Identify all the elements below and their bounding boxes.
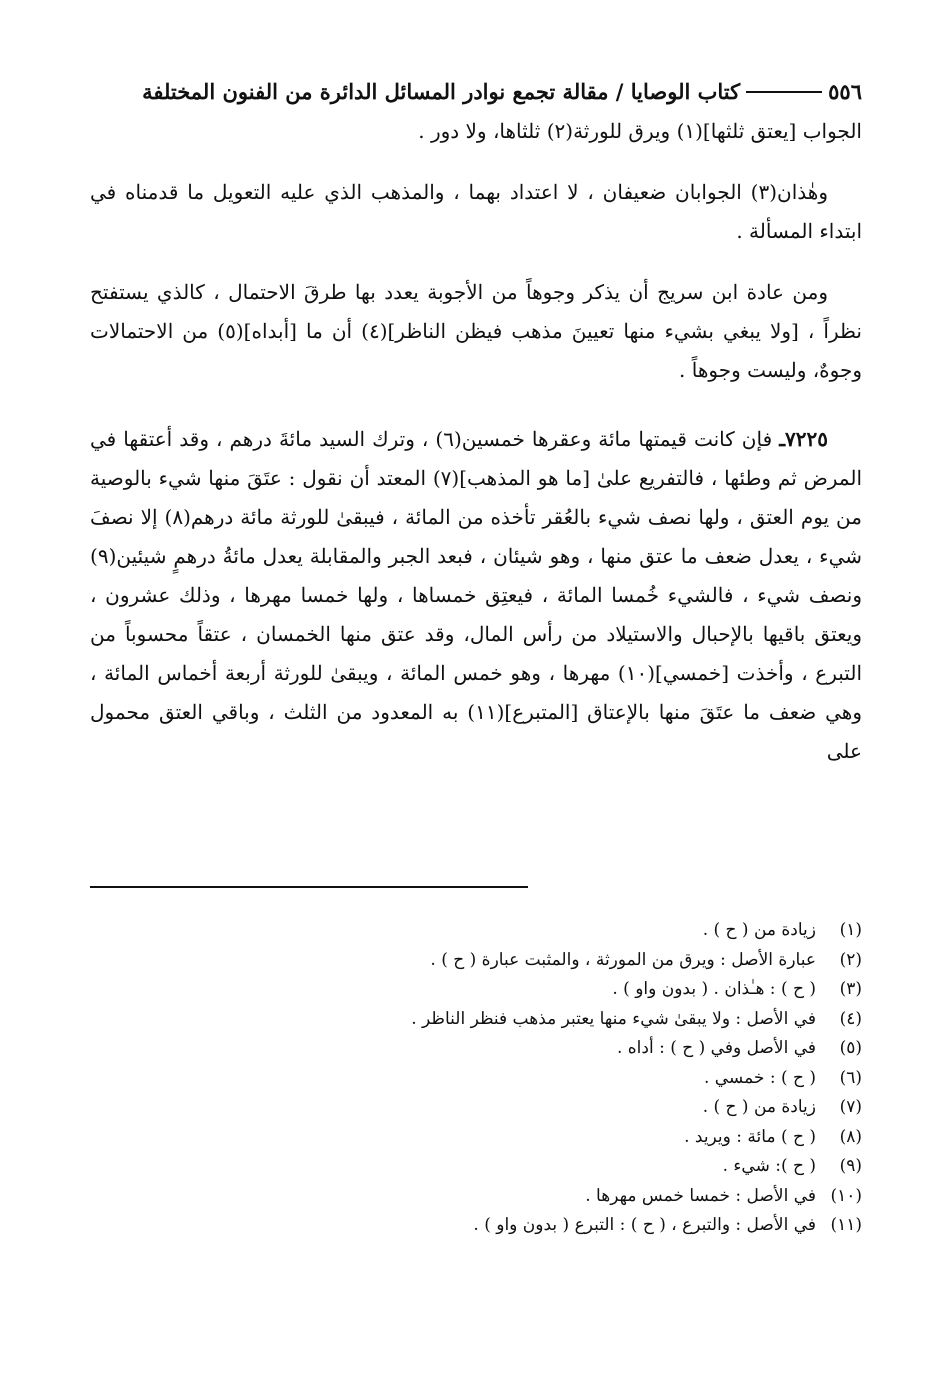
footnote-number: (٧) xyxy=(839,1097,862,1117)
footnote-number: (١١) xyxy=(830,1215,862,1235)
page-number: ٥٥٦ xyxy=(828,79,862,104)
paragraph-3: ومن عادة ابن سريج أن يذكر وجوهاً من الأجوبة يعدد بها طرقَ الاحتمال ، كالذي يستفتح نظراً ، [ولا يبغي بشيء منها تعيينَ مذهب فيظن الناظر](٤) أن ما [أبداه](٥) من الاحتمالات وجوهٌ، وليست وجوهاً . xyxy=(90,280,862,382)
paragraph-7225 xyxy=(90,420,862,771)
footnote-text: في الأصل : خمسا خمس مهرها . xyxy=(585,1185,816,1206)
page xyxy=(90,72,862,1372)
footnote-text: ( ح ) مائة : ويريد . xyxy=(684,1126,816,1147)
footnote-number: (٨) xyxy=(839,1126,862,1147)
footnote-number: (٤) xyxy=(839,1008,862,1029)
header-rule xyxy=(746,91,822,93)
footnote-text: ( ح ): شيء . xyxy=(722,1156,816,1176)
footnote-text: ( ح ) : هـٰذان . ( بدون واو ) . xyxy=(612,979,816,999)
footnote-item xyxy=(90,916,862,946)
paragraph-7225-text: فإن كانت قيمتها مائة وعقرها خمسين(٦) ، وترك السيد مائةَ درهم ، وقد أعتقها في المرض ثم وطئها ، فالتفريع علىٰ [ما هو المذهب](٧) المعتد أن نقول : عتَقَ منها شيء بالوصية من يوم العتق ، ولها نصف شيء بالعُقر تأخذه من المائة ، فيبقىٰ للورثة مائة درهم(٨) إلا نصفَ شيء ، يعدل ضعف ما عتق منها ، وهو شيئان ، فبعد الجبر والمقابلة يعدل مائةُ درهمٍ شيئين(٩) ونصف شيء ، فالشيء خُمسا المائة ، فيعتِق خمساها ، ولها خمسا مهرها ، وذلك عشرون ، ويعتق باقيها بالإحبال والاستيلاد من رأس المال، وقد عتق منها الخمسان ، عتقاً محسوباً من التبرع ، وأخذت [خمسي](١٠) مهرها ، وهو خمس المائة ، ويبقىٰ للورثة أربعة أخماس المائة ، وهي ضعف ما عتَقَ منها بالإعتاق [المتبرع](١١) به المعدود من الثلث ، وباقي العتق محمول على xyxy=(90,427,863,763)
footnote-item xyxy=(90,1064,862,1094)
footnote-text: في الأصل : والتبرع ، ( ح ) : التبرع ( بدون واو ) . xyxy=(473,1215,816,1235)
paragraph-1: الجواب [يعتق ثلثها](١) ويرق للورثة(٢) ثلثاها، ولا دور . xyxy=(418,119,862,143)
main-text xyxy=(90,112,862,771)
footnote-item xyxy=(90,1182,862,1212)
footnote-item xyxy=(90,1093,862,1123)
footnote-separator xyxy=(90,886,528,888)
running-title: كتاب الوصايا / مقالة تجمع نوادر المسائل الدائرة من الفنون المختلفة xyxy=(142,79,741,104)
footnote-item xyxy=(90,1034,862,1064)
footnote-item xyxy=(90,946,862,976)
footnote-text: عبارة الأصل : ويرق من المورثة ، والمثبت عبارة ( ح ) . xyxy=(430,949,816,970)
footnote-number: (٣) xyxy=(839,979,862,999)
footnote-number: (١٠) xyxy=(830,1185,862,1206)
issue-number: ٧٢٢٥ـ xyxy=(779,427,829,451)
footnote-item xyxy=(90,1005,862,1035)
footnote-text: زيادة من ( ح ) . xyxy=(702,1097,816,1117)
footnote-number: (٥) xyxy=(839,1038,862,1058)
footnote-number: (١) xyxy=(839,920,862,940)
footnote-item xyxy=(90,1152,862,1182)
footnote-item xyxy=(90,1123,862,1153)
footnotes xyxy=(90,916,862,1241)
footnote-item xyxy=(90,1211,862,1241)
paragraph-2: وهٰذان(٣) الجوابان ضعيفان ، لا اعتداد بهما ، والمذهب الذي عليه التعويل ما قدمناه في ابتداء المسألة . xyxy=(90,180,862,243)
running-header xyxy=(90,72,862,112)
footnote-text: ( ح ) : خمسي . xyxy=(703,1067,816,1088)
footnote-number: (٢) xyxy=(839,949,862,970)
footnote-text: في الأصل وفي ( ح ) : أداه . xyxy=(616,1038,816,1058)
footnote-item xyxy=(90,975,862,1005)
footnote-text: زيادة من ( ح ) . xyxy=(702,920,816,940)
footnote-text: في الأصل : ولا يبقىٰ شيء منها يعتبر مذهب فنظر الناظر . xyxy=(411,1008,816,1029)
footnote-number: (٦) xyxy=(839,1067,862,1088)
footnote-number: (٩) xyxy=(839,1156,862,1176)
